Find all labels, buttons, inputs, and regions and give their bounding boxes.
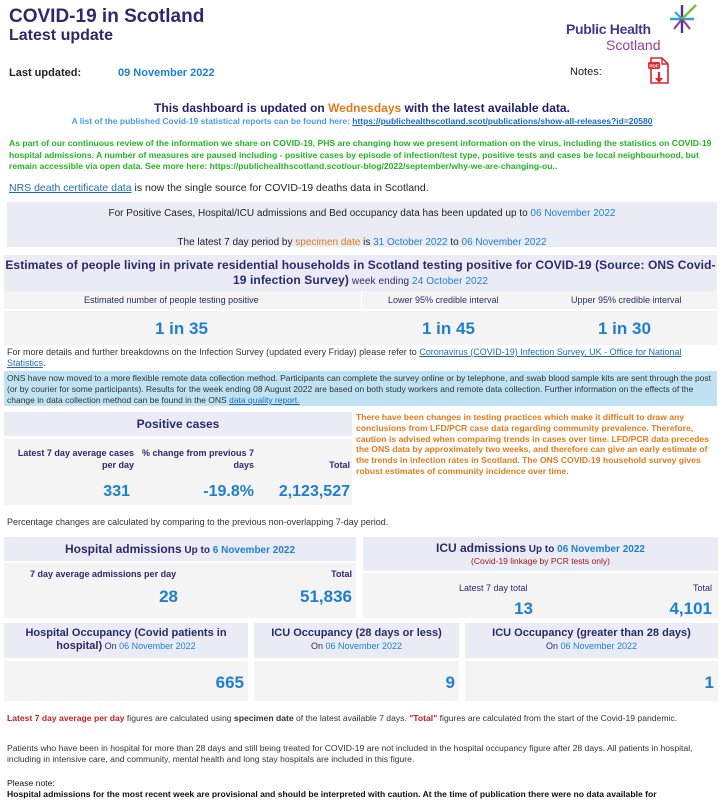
nrs-notice [9, 182, 429, 194]
ons-col-upper: Upper 95% credible interval [571, 295, 682, 305]
last-updated-value: 09 November 2022 [118, 67, 215, 79]
positive-cases-title: Positive cases [136, 417, 220, 431]
period-text-is: is [360, 237, 374, 248]
infection-survey-text: For more details and further breakdowns on the Infection Survey (updated every Friday) please refer to [7, 347, 420, 357]
positive-cases-panel [4, 439, 352, 505]
ons-week-date: 24 October 2022 [412, 276, 489, 287]
percentage-change-note: Percentage changes are calculated by comparing to the previous non-overlapping 7-day period. [7, 517, 389, 527]
footnote-occupancy: Patients who have been in hospital for more than 28 days and still being treated for COVID-19 are not included in the hospital occupancy figure after 28 days. All patients in hospital, including in intensive care, and community, mental health and long stay hospitals are included in this figure. [7, 743, 693, 764]
hospital-admissions-title: Hospital admissions [64, 542, 182, 556]
ons-col-estimate: Estimated number of people testing positive [84, 295, 259, 305]
data-update-text: For Positive Cases, Hospital/ICU admissions and Bed occupancy data has been updated up to [108, 208, 531, 219]
hospital-occupancy-title: Hospital Occupancy (Covid patients in hospital) [25, 627, 227, 652]
icu-occupancy-short-value: 9 [445, 673, 455, 692]
hospital-7day-avg-label: 7 day average admissions per day [30, 569, 177, 579]
hospital-occupancy-value: 665 [215, 673, 244, 692]
icu-occupancy-short-title: ICU Occupancy (28 days or less) [271, 627, 442, 639]
footnote-text-2: of the latest available 7 days. [293, 713, 410, 723]
period-end-date: 06 November 2022 [461, 237, 547, 248]
icu-7day-total-label: Latest 7 day total [459, 583, 528, 593]
ons-lower-value: 1 in 45 [422, 319, 475, 338]
icu-occupancy-long-title: ICU Occupancy (greater than 28 days) [492, 627, 691, 639]
specimen-date-term: specimen date [295, 237, 361, 248]
reports-link[interactable]: https://publichealthscotland.scot/publications/show-all-releases?id=20580 [352, 116, 653, 126]
hospital-7day-avg-value: 28 [159, 587, 178, 606]
footnote-total-term: "Total" [409, 713, 438, 723]
icu-occupancy-short-header [254, 623, 459, 658]
latest-period-line [7, 237, 717, 248]
reports-text: A list of the published Covid-19 statistical reports can be found here: [71, 116, 353, 126]
ons-col-lower: Lower 95% credible interval [388, 295, 499, 305]
reports-notice [0, 116, 724, 126]
icu-occupancy-short-title-block [254, 627, 459, 653]
last-updated-label: Last updated: [9, 67, 82, 79]
period-text-to: to [447, 237, 462, 248]
hospital-upto-label: Up to [181, 545, 213, 556]
review-notice: As part of our continuous review of the information we share on COVID-19, PHS are changing how we present information on the virus, including the statistics on COVID-19 hospital admissions. A number of measures are paused including - positive cases by episode of infection/test type, positive tests and cases be local neighbourhood, but remain accessible via open data. See more here: https://publichealthscotland.scot/our-blog/2022/september/why-we-are-changing-ou.. [9, 138, 712, 171]
icu-total-value: 4,101 [669, 599, 712, 618]
footnote-specimen-term: specimen date [233, 713, 294, 723]
icu-occupancy-long-value: 1 [704, 673, 714, 692]
cases-total-value: 2,123,527 [278, 483, 350, 500]
data-update-date: 06 November 2022 [530, 208, 616, 219]
please-note-text: Hospital admissions for the most recent week are provisional and should be interpreted with caution. At the time of publication there were no data available for [7, 789, 657, 799]
icu-pcr-linkage-note: (Covid-19 linkage by PCR tests only) [471, 556, 610, 566]
icu-occupancy-short-panel [254, 661, 459, 701]
icu-occupancy-short-on-label: On [310, 641, 326, 651]
icu-occupancy-long-panel [465, 661, 718, 701]
icu-upto-date: 06 November 2022 [557, 544, 645, 555]
ons-infection-survey-link[interactable]: Coronavirus (COVID-19) Infection Survey, UK - Office for National Statistics [7, 347, 682, 368]
testing-caution-note: There have been changes in testing practices which make it difficult to draw any conclusions from LFD/PCR case data regarding community prevalence. Therefore, caution is advised when comparing trends in cases over time. LFD/PCR data precedes the ONS data by approximately two weeks, and therefore can give an early estimate of the trends in infection rates in Scotland. The ONS COVID-19 household survey gives robust estimates of community incidence over time. [356, 412, 709, 476]
footnote-please-note [7, 778, 717, 800]
data-update-box [7, 202, 717, 247]
icu-admissions-title-block [363, 541, 718, 555]
cases-pct-change-label: % change from previous 7 days [141, 448, 254, 470]
nrs-text: is now the single source for COVID-19 deaths data in Scotland. [131, 182, 429, 194]
cases-7day-avg-value: 331 [103, 483, 130, 500]
phs-logo [566, 3, 716, 53]
hospital-total-label: Total [331, 569, 352, 579]
update-day: Wednesdays [328, 101, 402, 115]
footnote-text-1: figures are calculated using [124, 713, 234, 723]
nrs-death-data-link[interactable]: NRS death certificate data [9, 182, 132, 194]
icu-occupancy-long-date: 06 November 2022 [560, 641, 638, 651]
hospital-occupancy-on-label: On [102, 641, 120, 651]
infection-survey-end: . [43, 358, 46, 368]
infection-survey-note [7, 347, 717, 369]
footnote-calculation [7, 713, 717, 724]
cases-pct-change-value: -19.8% [203, 483, 254, 500]
update-text-pre: This dashboard is updated on [154, 101, 329, 115]
period-text-pre: The latest 7 day period by [177, 237, 296, 248]
ons-values-row [4, 311, 717, 345]
hospital-occupancy-title-block [4, 627, 248, 653]
icu-occupancy-long-title-block [465, 627, 718, 653]
ons-week-label: week ending [349, 276, 413, 287]
icu-admissions-panel [363, 573, 718, 618]
page-title: COVID-19 in Scotland [9, 6, 205, 27]
page-subtitle: Latest update [9, 27, 114, 44]
pdf-icon-label: PDF [649, 64, 659, 70]
ons-column-divider [361, 291, 362, 309]
hospital-occupancy-date: 06 November 2022 [119, 641, 196, 651]
icu-occupancy-long-header [465, 623, 718, 658]
ons-upper-value: 1 in 30 [598, 319, 651, 338]
icu-admissions-title: ICU admissions [436, 541, 527, 555]
hospital-upto-date: 6 November 2022 [212, 545, 296, 556]
icu-admissions-header [363, 537, 718, 571]
ons-method-notice [4, 371, 717, 406]
cases-7day-avg-label: Latest 7 day average cases per day [17, 448, 134, 470]
hospital-occupancy-header [4, 623, 248, 658]
hospital-admissions-title-block [4, 542, 356, 556]
logo-text-scotland: Scotland [606, 37, 661, 53]
hospital-occupancy-panel [4, 661, 248, 701]
icu-7day-total-value: 13 [514, 599, 533, 618]
please-note-heading: Please note: [7, 778, 55, 788]
period-start-date: 31 October 2022 [373, 237, 448, 248]
cases-total-label: Total [329, 460, 350, 470]
ons-method-text: ONS have now moved to a more flexible remote data collection method. Participants can complete the survey online or by telephone, and swab blood sample kits are sent through the post (or by courier for some participants). Results for the week ending 08 August 2022 are based on both study workers and remote data collection. Further information on the effects of the change in data collection method can be found in the ONS [7, 373, 712, 405]
ons-title-block [4, 258, 717, 289]
icu-occupancy-long-on-label: On [545, 641, 561, 651]
positive-cases-header [4, 412, 352, 436]
footnote-text-3: figures are calculated from the start of the Covid-19 pandemic. [437, 713, 678, 723]
notes-label: Notes: [570, 66, 602, 78]
hospital-admissions-header [4, 537, 356, 561]
logo-text-public-health: Public Health [566, 21, 651, 37]
update-text-post: with the latest available data. [401, 101, 570, 115]
icu-upto-label: Up to [526, 544, 558, 555]
data-update-line [7, 208, 717, 219]
data-quality-report-link[interactable]: data quality report. [229, 395, 300, 405]
pdf-download-icon[interactable] [648, 56, 670, 86]
ons-title: Estimates of people living in private residential households in Scotland testing positive for COVID-19 (Source: ONS Covid-19 infection Survey) [5, 258, 716, 287]
icu-total-label: Total [692, 583, 712, 593]
icu-occupancy-short-date: 06 November 2022 [325, 641, 403, 651]
ons-estimate-value: 1 in 35 [155, 319, 208, 338]
hospital-admissions-panel [4, 563, 356, 618]
logo-star-icon [666, 3, 698, 35]
update-schedule-notice [0, 101, 724, 115]
ons-estimates-header [4, 255, 717, 291]
hospital-total-value: 51,836 [300, 587, 352, 606]
footnote-7day-term: Latest 7 day average per day [7, 713, 125, 723]
